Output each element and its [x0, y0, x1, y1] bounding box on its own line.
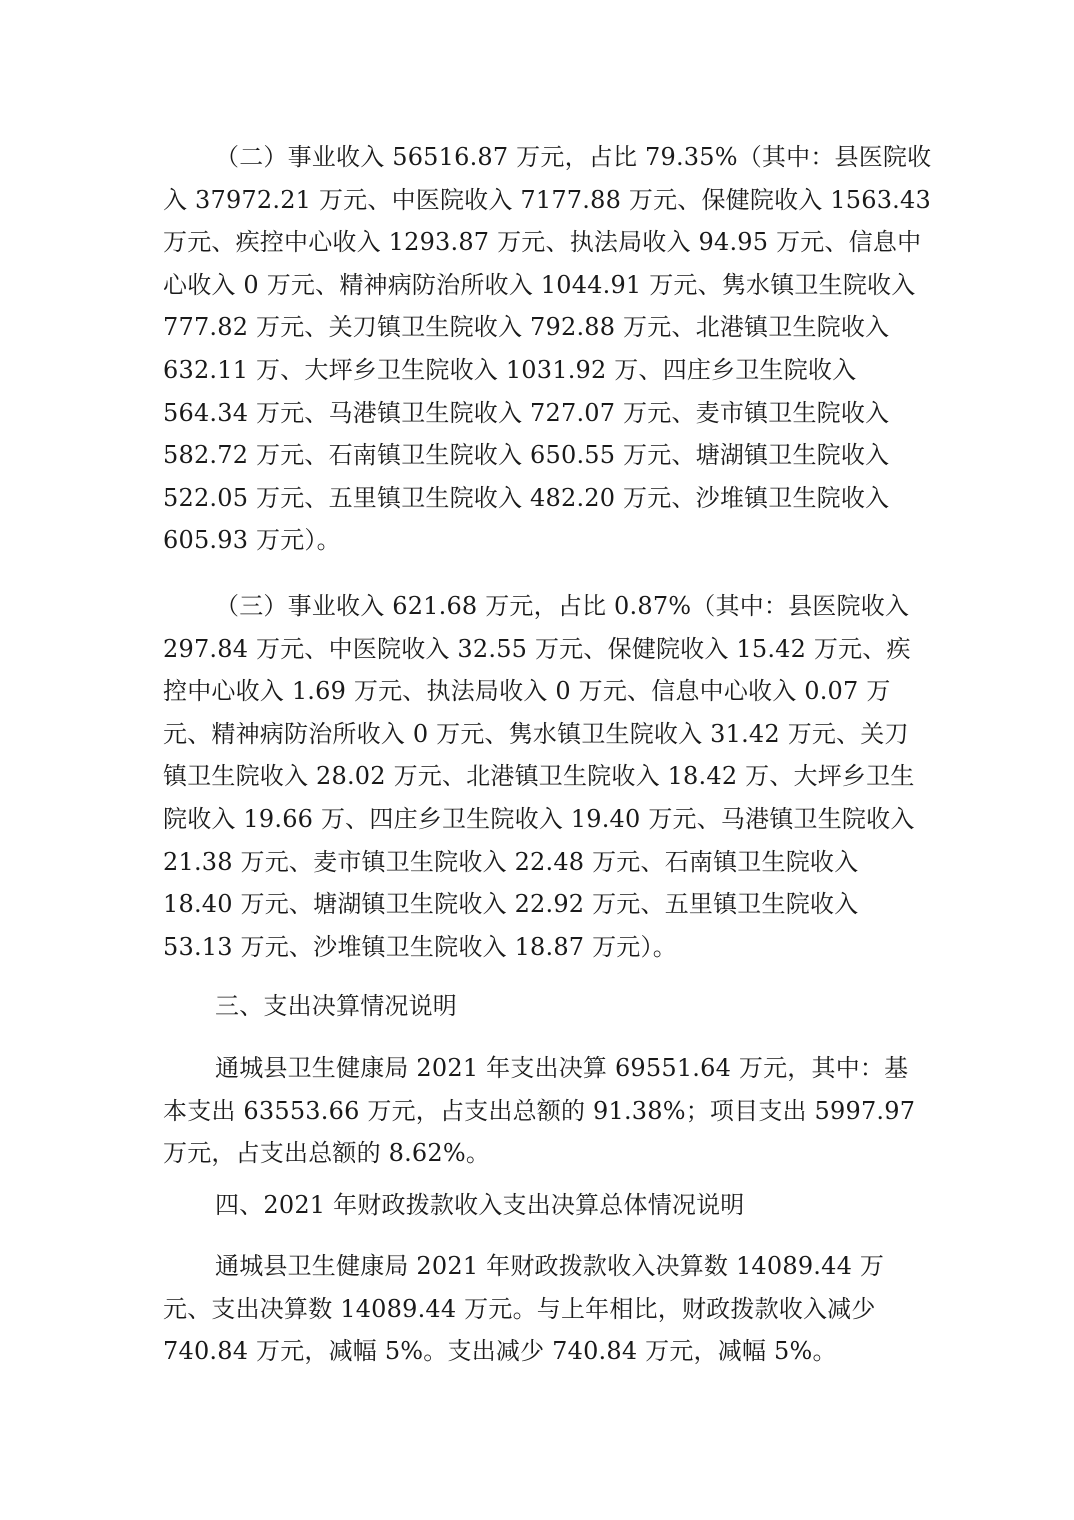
text-line: 297.84 万元、中医院收入 32.55 万元、保健院收入 15.42 万元、疾: [163, 634, 911, 663]
text-line: 53.13 万元、沙堆镇卫生院收入 18.87 万元）。: [163, 932, 677, 961]
section-heading-4: [163, 1184, 923, 1227]
text-line: 777.82 万元、关刀镇卫生院收入 792.88 万元、北港镇卫生院收入: [163, 313, 890, 342]
text-line: 元、支出决算数 14089.44 万元。与上年相比，财政拨款收入减少: [163, 1294, 876, 1323]
text-line: 740.84 万元，减幅 5%。支出减少 740.84 万元，减幅 5%。: [163, 1337, 837, 1366]
text-line: 院收入 19.66 万、四庄乡卫生院收入 19.40 万元、马港镇卫生院收入: [163, 804, 915, 833]
text-line: （三）事业收入 621.68 万元，占比 0.87%（其中：县医院收入: [215, 592, 910, 620]
paragraph-shiye-income-3: [163, 585, 923, 968]
text-line: 522.05 万元、五里镇卫生院收入 482.20 万元、沙堆镇卫生院收入: [163, 483, 890, 512]
text-line: 万元、疾控中心收入 1293.87 万元、执法局收入 94.95 万元、信息中: [163, 228, 922, 257]
text-line: 本支出 63553.66 万元，占支出总额的 91.38%；项目支出 5997.97: [163, 1096, 916, 1125]
text-line: 镇卫生院收入 28.02 万元、北港镇卫生院收入 18.42 万、大坪乡卫生: [163, 762, 915, 791]
text-line: 564.34 万元、马港镇卫生院收入 727.07 万元、麦市镇卫生院收入: [163, 398, 890, 427]
text-line: 21.38 万元、麦市镇卫生院收入 22.48 万元、石南镇卫生院收入: [163, 847, 859, 876]
paragraph-fiscal-summary: [163, 1245, 923, 1373]
paragraph-shiye-income-2: [163, 136, 932, 562]
heading-text: 三、支出决算情况说明: [215, 992, 457, 1020]
section-heading-3: [163, 985, 923, 1028]
text-line: 控中心收入 1.69 万元、执法局收入 0 万元、信息中心收入 0.07 万: [163, 677, 891, 706]
paragraph-expenditure-summary: [163, 1047, 923, 1175]
text-line: 582.72 万元、石南镇卫生院收入 650.55 万元、塘湖镇卫生院收入: [163, 441, 890, 470]
text-line: （二）事业收入 56516.87 万元，占比 79.35%（其中：县医院收: [215, 143, 932, 171]
text-line: 632.11 万、大坪乡卫生院收入 1031.92 万、四庄乡卫生院收入: [163, 355, 857, 384]
text-line: 通城县卫生健康局 2021 年财政拨款收入决算数 14089.44 万: [215, 1252, 885, 1280]
text-line: 元、精神病防治所收入 0 万元、隽水镇卫生院收入 31.42 万元、关刀: [163, 719, 909, 748]
text-line: 605.93 万元）。: [163, 526, 341, 555]
text-line: 心收入 0 万元、精神病防治所收入 1044.91 万元、隽水镇卫生院收入: [163, 270, 916, 299]
text-line: 通城县卫生健康局 2021 年支出决算 69551.64 万元，其中：基: [215, 1054, 909, 1082]
text-line: 万元，占支出总额的 8.62%。: [163, 1139, 491, 1168]
text-line: 入 37972.21 万元、中医院收入 7177.88 万元、保健院收入 1563.43: [163, 185, 931, 214]
heading-text: 四、2021 年财政拨款收入支出决算总体情况说明: [215, 1191, 745, 1219]
text-line: 18.40 万元、塘湖镇卫生院收入 22.92 万元、五里镇卫生院收入: [163, 890, 859, 919]
